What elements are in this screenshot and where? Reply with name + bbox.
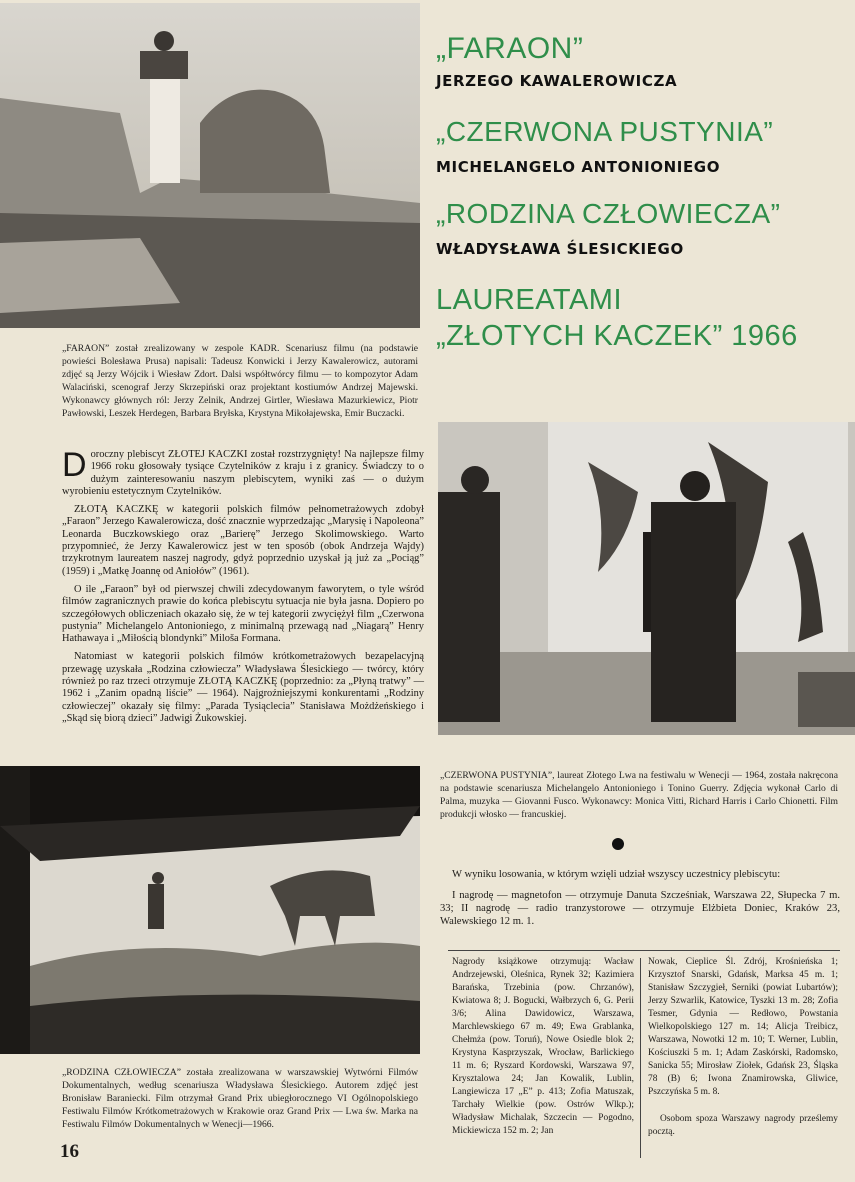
rodzina-czlowiecza-photo: [0, 766, 420, 1054]
lottery-prizes: I nagrodę — magnetofon — otrzymuje Danuta Szcześniak, Warszawa 22, Słupecka 7 m. 33; II nagrodę — radio tranzystorowe — otrzymuje Elżbieta Doniec, Kraków 23, Walewskiego 12 m. 1.: [440, 890, 840, 927]
article-paragraph: oroczny plebiscyt ZŁOTEJ KACZKI został rozstrzygnięty! Na najlepsze filmy 1966 roku głosowały tysiące Czytelników z kraju i z granicy. Świadczy to o dużym zainteresowaniu naszym plebiscytem, wyniki zaś — o dużym wyrobieniu estetycznym Czytelników.: [62, 449, 424, 497]
caption-faraon: „FARAON” został zrealizowany w zespole KADR. Scenariusz filmu (na podstawie powieści Bolesława Prusa) napisali: Tadeusz Konwicki i Jerzy Kawalerowicz, autorami zdjęć są Jerzy Wójcik i Wiesław Zdort. Dalsi współtwórcy filmu — to kompozytor Adam Walaciński, scenograf Jerzy Skrzepiński oraz projektant kostiumów Andrzej Majewski. Wykonawcy głównych ról: Jerzy Zelnik, Andrzej Girtler, Wiesława Mazurkiewicz, Piotr Pawłowski, Leszek Herdegen, Barbara Bryłska, Krystyna Mikołajewska, Emir Buczacki.: [62, 343, 418, 419]
article-paragraph: O ile „Faraon” był od pierwszej chwili zdecydowanym faworytem, o tyle wśród filmów zagranicznych prawie do końca plebiscytu sytuacja nie była jasna. Dopiero po szczegółowych obliczeniach okazało się, że w tej kategorii zwyciężył film „Czerwona pustynia” Michelangelo Antonioniego, z minimalną przewagą nad „Niagarą” Henry Hathawaya i „Miłością blondynki” Miloša Formana.: [62, 583, 424, 645]
headline-czerwona-pustynia: „CZERWONA PUSTYNIA”: [436, 116, 774, 147]
winners-top-rule: [448, 950, 840, 951]
bullet-dot: [612, 838, 624, 850]
caption-rodzina-czlowiecza: „RODZINA CZŁOWIECZA” została zrealizowana w warszawskiej Wytwórni Filmów Dokumentalnych, według scenariusza Władysława Ślesickiego. Autorem zdjęć jest Bronisław Baraniecki. Film otrzymał Grand Prix ubiegłorocznego VI Ogólnopolskiego Festiwalu Filmów Krótkometrażowych w Krakowie oraz Grand Prix — Lwa św. Marka na Festiwalu Filmów Dokumentalnych w Wenecji—1966.: [62, 1067, 418, 1130]
author-kawalerowicz: JERZEGO KAWALEROWICZA: [436, 72, 678, 90]
czerwona-pustynia-photo: [438, 422, 855, 735]
lottery-section: [440, 868, 840, 928]
author-slesicki: WŁADYSŁAWA ŚLESICKIEGO: [436, 240, 684, 258]
winners-column-2: [648, 956, 838, 1139]
lottery-intro: W wyniku losowania, w którym wzięli udział wszyscy uczestnicy plebiscytu:: [452, 869, 781, 880]
winners-column-1: Nagrody książkowe otrzymują: Wacław Andrzejewski, Oleśnica, Rynek 32; Kazimiera Barańska, Trzebinia (pow. Chrzanów), Kwiatowa 8; J. Bogucki, Wałbrzych 6, G. Perii 3/6; Alina Dawidowicz, Warszawa, Marchlewskiego 67 m. 49; Ewa Grablanka, Chełmża (pow. Toruń), Nowe Osiedle blok 2; Krystyna Kasprzyszak, Wrocław, Barlickiego 11 m. 6; Ryszard Kordowski, Warszawa 97, Krysztalowa 24; Jan Kowalik, Lublin, Langiewicza 17 „E” p. 413; Zofia Matuszak, Tarchały Wielkie (pow. Ostrów Wlkp.); Władysław Michalak, Szczecin — Pogodno, Mickiewicza 152 m. 2; Jan: [452, 957, 634, 1136]
article-paragraph: Natomiast w kategorii polskich filmów krótkometrażowych bezapelacyjną przewagę uzyskała „Rodzina człowiecza” Władysława Ślesickiego — twórcy, który również po raz trzeci otrzymuje ZŁOTĄ KACZKĘ (poprzednio: za „Płyną tratwy” — 1962 i „Zanim opadną liście” — 1964). Najgroźniejszymi konkurentami „Rodziny człowieczej” okazały się filmy: „Parada Tysiąclecia” Stanisława Możdżeńskiego i „Skąd się biorą dzieci” Jadwigi Żukowskiej.: [62, 651, 424, 724]
page-number: 16: [60, 1141, 79, 1162]
winners-column-2-text: Nowak, Cieplice Śl. Zdrój, Krośnieńska 1; Krzysztof Snarski, Gdańsk, Marksa 45 m. 1; Stanisław Szczygieł, Serniki (powiat Lubartów); Jerzy Szwarlik, Katowice, Tyszki 13 m. 28; Zofia Tesmer, Gdynia — Redłowo, Powstania Wielkopolskiego 127 m. 14; Alicja Treibicz, Warszawa, Nowotki 12 m. 10; T. Werner, Lublin, Kościuszki 5 m. 1; Adam Zaskórski, Radomsko, Sanicka 55; Mirosław Ziołek, Gdańsk 23, Śląska 78 (B) 6; Iwona Znamirowska, Gliwice, Pszczyńska 5 m. 8.: [648, 957, 838, 1097]
article-paragraph: ZŁOTĄ KACZKĘ w kategorii polskich filmów pełnometrażowych zdobył „Faraon” Jerzego Kawalerowicza, dość znacznie wyprzedzając „Marysię i Napoleona” Leonarda Buczkowskiego oraz „Barierę” Jerzego Skolimowskiego. Warto przypomnieć, że Jerzy Kawalerowicz jest w ten sposób (obok Andrzeja Wajdy) trzykrotnym laureatem naszej nagrody, gdyż poprzednio uzyskał ją już za „Pociąg” (1959) i „Matkę Joannę od Aniołów” (1961).: [62, 504, 424, 577]
article-body: [62, 446, 424, 731]
faraon-photo: [0, 3, 420, 328]
headline-faraon: „FARAON”: [436, 32, 584, 65]
laureaci-line-1: LAUREATAMI: [436, 284, 623, 316]
caption-czerwona-pustynia: „CZERWONA PUSTYNIA”, laureat Złotego Lwa na festiwalu w Wenecji — 1964, została nakręcona na podstawie scenariusza Michelangelo Antonioniego i Tonino Guerry. Zdjęcia wykonał Carlo di Palma, muzyka — Giovanni Fusco. Wykonawcy: Monica Vitti, Richard Harris i Carlo Chionetti. Film produkcji włosko — francuskiej.: [440, 770, 838, 820]
headline-rodzina-czlowiecza: „RODZINA CZŁOWIECZA”: [436, 198, 781, 229]
drop-cap: D: [62, 446, 87, 484]
laureaci-line-2: „ZŁOTYCH KACZEK” 1966: [436, 320, 798, 352]
winners-note: Osobom spoza Warszawy nagrody prześlemy pocztą.: [648, 1114, 838, 1137]
author-antonioni: MICHELANGELO ANTONIONIEGO: [436, 158, 721, 176]
winners-column-divider: [640, 958, 641, 1158]
